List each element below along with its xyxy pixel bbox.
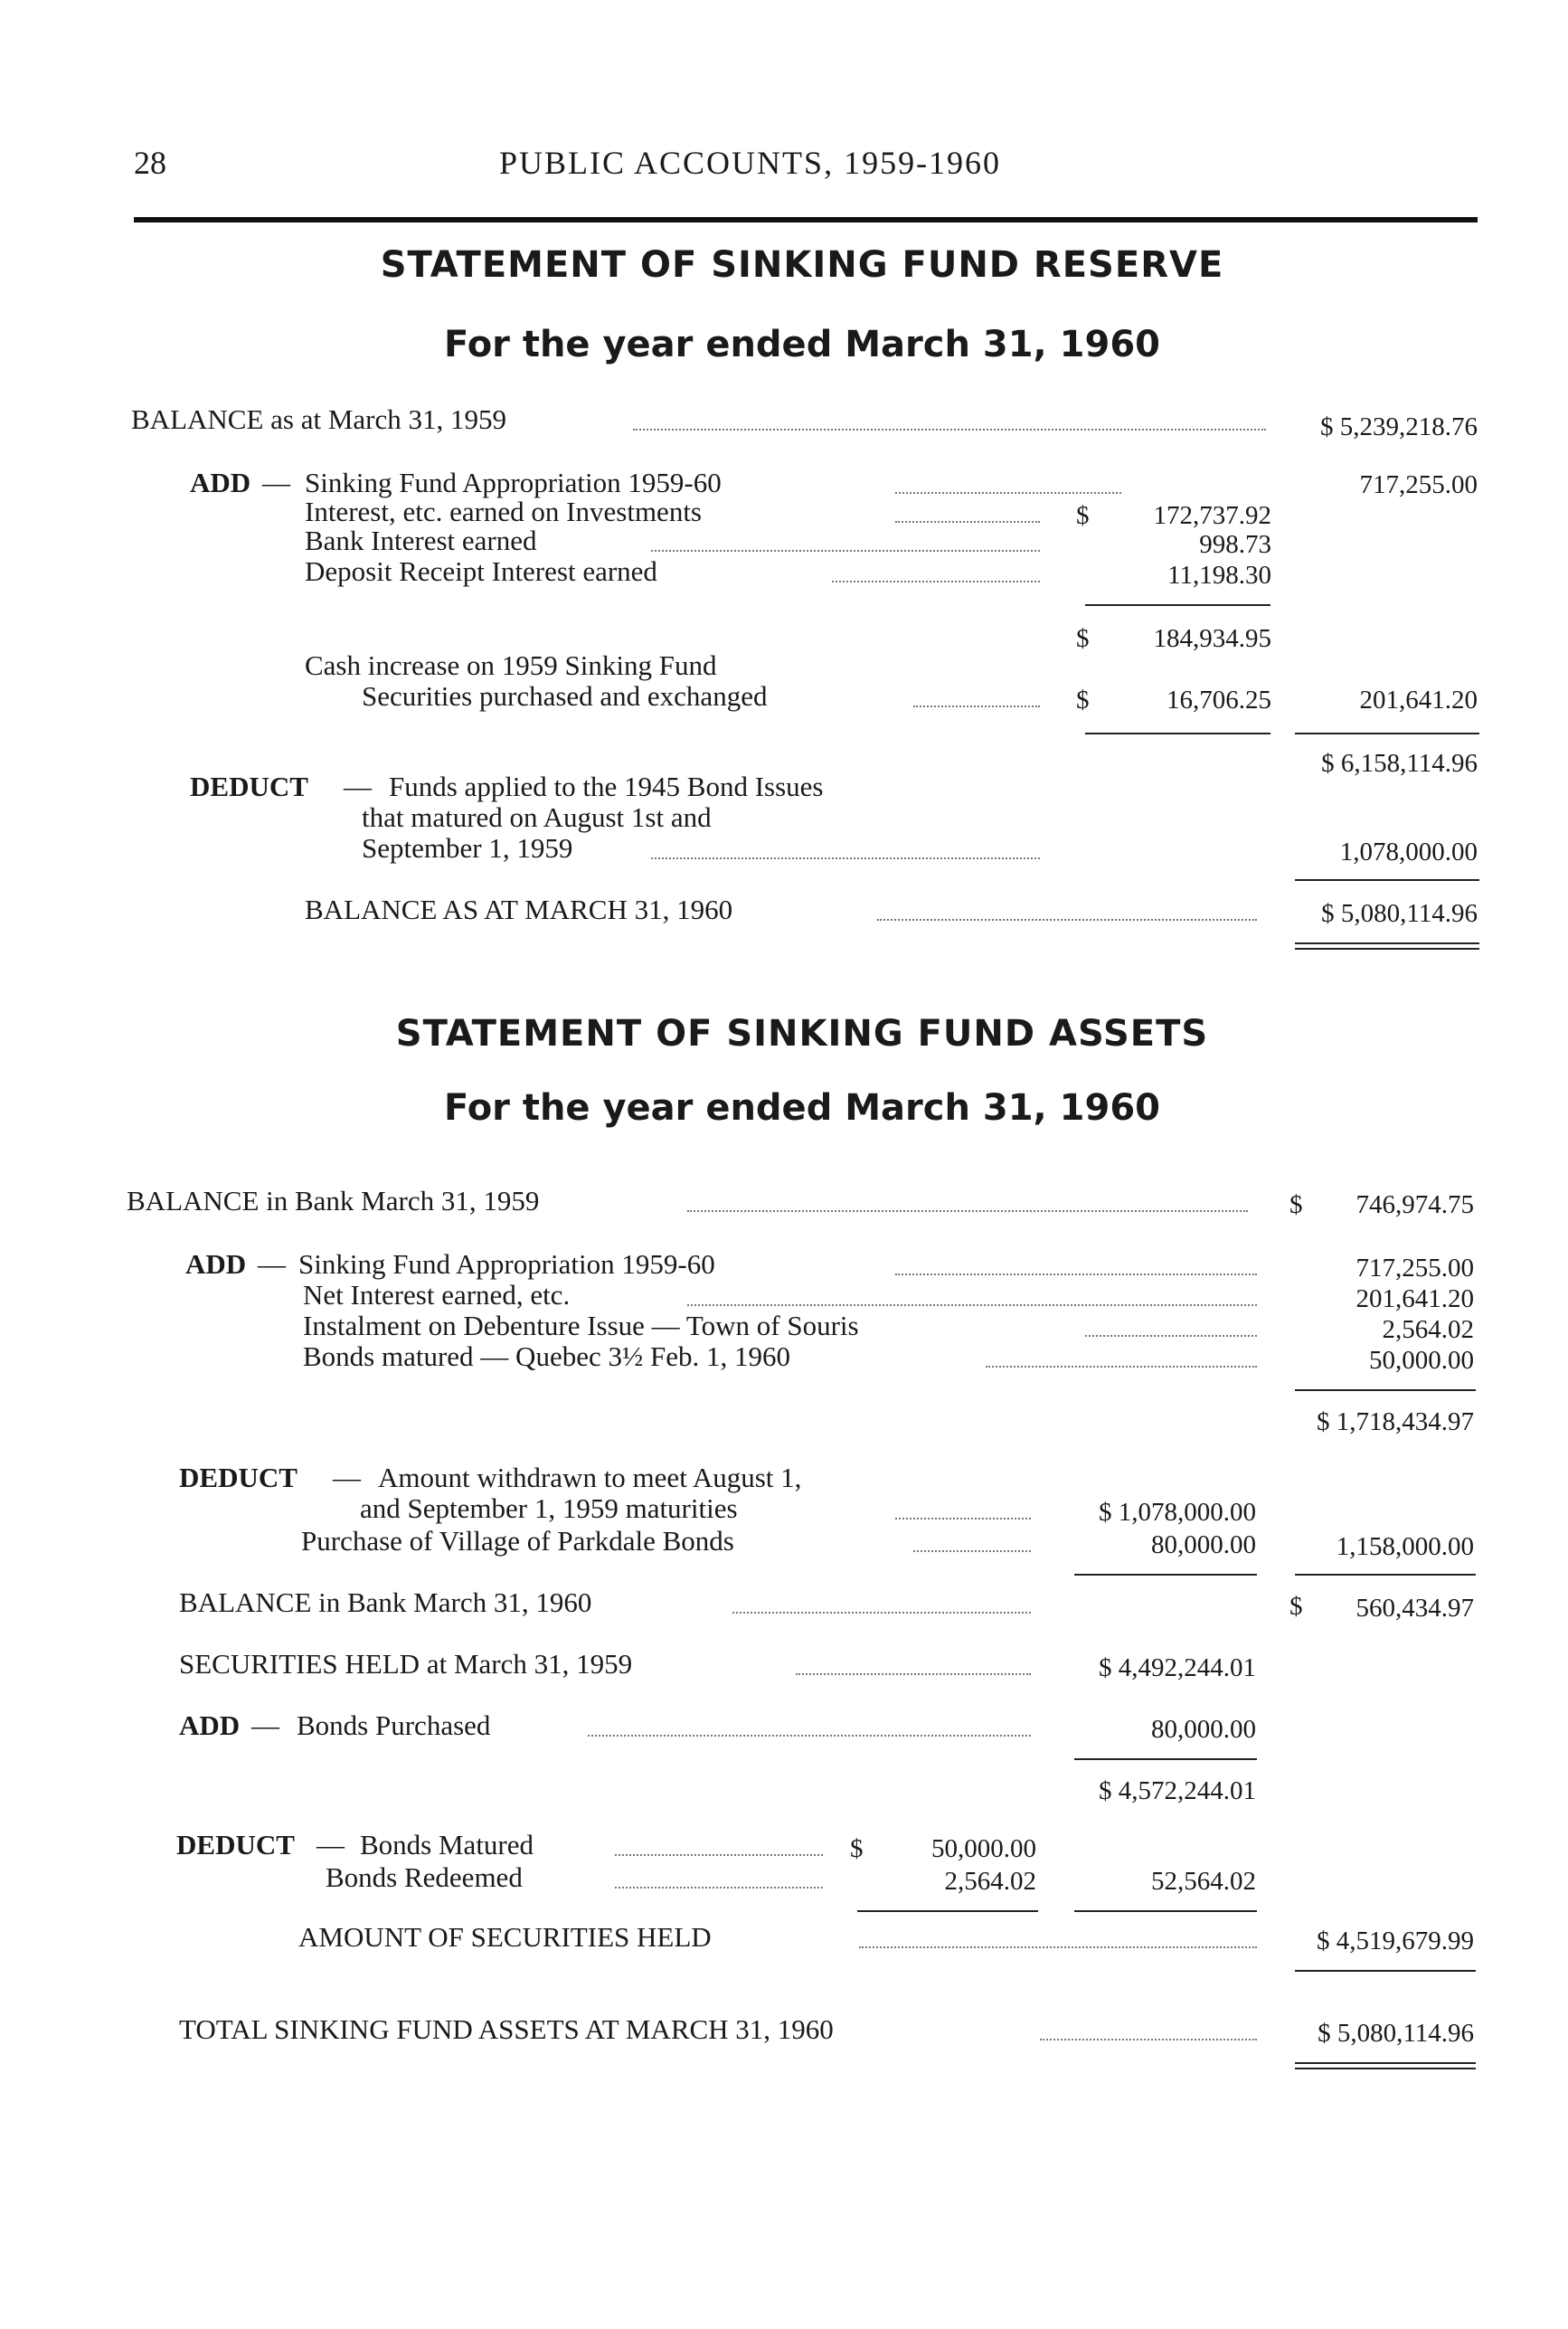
leader [895,492,1121,494]
dollar-sign: $ [1076,501,1090,530]
dash: — [251,1709,279,1741]
dollar-sign: $ [1289,1592,1303,1621]
assets-add-item-value: 717,255.00 [1355,1254,1474,1283]
assets-bank-open-label: BALANCE in Bank March 31, 1959 [127,1185,540,1217]
leader [633,429,1266,431]
leader [895,521,1040,523]
assets-bank-close-label: BALANCE in Bank March 31, 1960 [179,1586,592,1618]
leader [732,1612,1031,1614]
assets-title: STATEMENT OF SINKING FUND ASSETS [395,1013,1209,1055]
reserve-deduct-text: Funds applied to the 1945 Bond Issues [389,771,824,802]
total-rule [1295,1389,1476,1391]
reserve-title: STATEMENT OF SINKING FUND RESERVE [380,244,1224,286]
reserve-add-item-label: Deposit Receipt Interest earned [305,555,657,587]
assets-total-value: $ 5,080,114.96 [1318,2019,1474,2048]
assets-add-item-label: Net Interest earned, etc. [303,1279,571,1311]
assets-securities-held-value: $ 4,519,679.99 [1317,1927,1474,1955]
reserve-subtitle: For the year ended March 31, 1960 [443,324,1160,365]
leader [651,550,1040,552]
dollar-sign: $ [1076,624,1090,653]
assets-add-label: ADD [185,1248,247,1280]
leader [913,705,1040,707]
assets-add-total: $ 1,718,434.97 [1317,1407,1474,1436]
reserve-add-total: 201,641.20 [1359,686,1478,715]
subtotal-rule [1074,1758,1257,1760]
assets-deduct-text: Amount withdrawn to meet August 1, [378,1462,802,1493]
assets-deduct-line3-value: 80,000.00 [1151,1530,1256,1559]
leader [687,1210,1248,1212]
assets-add-item-label: Instalment on Debenture Issue — Town of Souris [303,1310,859,1341]
assets-securities-subtotal: $ 4,572,244.01 [1099,1776,1256,1805]
leader [687,1304,1257,1306]
assets-securities-value: $ 4,492,244.01 [1099,1653,1256,1682]
total-rule [1295,1970,1476,1972]
double-rule [1295,2068,1476,2069]
reserve-add-item-value: 172,737.92 [1153,501,1271,530]
leader [588,1735,1031,1737]
double-rule [1295,948,1479,950]
reserve-deduct-text: September 1, 1959 [362,832,573,864]
reserve-add-item-value: 717,255.00 [1359,470,1478,499]
leader [651,857,1040,859]
reserve-add-item-label: Bank Interest earned [305,525,537,556]
assets-bonds-redeemed-value: 2,564.02 [944,1867,1036,1896]
total-rule [1295,733,1479,734]
assets-add-item-label: Bonds matured — Quebec 3½ Feb. 1, 1960 [303,1340,790,1372]
reserve-deduct-value: 1,078,000.00 [1339,838,1478,866]
dash: — [333,1462,361,1493]
assets-bonds-deduct-label: DEDUCT [176,1829,295,1860]
reserve-cash-increase-label: Securities purchased and exchanged [362,680,768,712]
reserve-add-item-value: 998.73 [1199,530,1271,559]
reserve-cash-increase-value: 16,706.25 [1167,686,1271,715]
reserve-add-item-label: Interest, etc. earned on Investments [305,496,702,527]
reserve-interest-subtotal: 184,934.95 [1153,624,1271,653]
reserve-deduct-text: that matured on August 1st and [362,801,712,833]
dollar-sign: $ [1289,1190,1303,1219]
assets-deduct-label: DEDUCT [179,1462,298,1493]
reserve-balance-open-label: BALANCE as at March 31, 1959 [131,403,506,435]
leader [832,581,1040,582]
assets-subtitle: For the year ended March 31, 1960 [443,1087,1160,1129]
leader [615,1854,823,1856]
reserve-balance-close-label: BALANCE AS AT MARCH 31, 1960 [305,894,733,925]
reserve-balance-open-value: $ 5,239,218.76 [1320,412,1478,441]
assets-deduct-line2-value: $ 1,078,000.00 [1099,1498,1256,1527]
reserve-deduct-label: DEDUCT [190,771,308,802]
total-rule [1295,1574,1476,1576]
subtotal-rule [1074,1910,1257,1912]
assets-bonds-deduct-total: 52,564.02 [1151,1867,1256,1896]
leader [1085,1335,1257,1337]
assets-add-item-label: Sinking Fund Appropriation 1959-60 [298,1248,715,1280]
assets-total-label: TOTAL SINKING FUND ASSETS AT MARCH 31, 1960 [179,2013,834,2045]
leader [895,1273,1257,1275]
assets-bonds-purchased-label: Bonds Purchased [297,1709,491,1741]
leader [877,919,1257,921]
assets-bonds-matured-label: Bonds Matured [360,1829,534,1860]
subtotal-rule [857,1910,1038,1912]
reserve-gross-total: $ 6,158,114.96 [1321,749,1478,778]
dash: — [262,467,290,498]
running-title: PUBLIC ACCOUNTS, 1959-1960 [499,145,1002,181]
assets-securities-label: SECURITIES HELD at March 31, 1959 [179,1648,633,1680]
dash: — [344,771,372,802]
double-rule [1295,2062,1476,2064]
page-number: 28 [134,145,166,181]
assets-bank-close-value: 560,434.97 [1355,1594,1474,1623]
leader [615,1887,823,1889]
dollar-sign: $ [1076,686,1090,715]
assets-deduct-text: and September 1, 1959 maturities [360,1492,738,1524]
reserve-add-item-label: Sinking Fund Appropriation 1959-60 [305,467,722,498]
assets-deduct-text: Purchase of Village of Parkdale Bonds [301,1525,734,1557]
assets-add-item-value: 2,564.02 [1382,1315,1474,1344]
leader [1040,2039,1257,2040]
assets-securities-held-label: AMOUNT OF SECURITIES HELD [298,1921,712,1953]
assets-add-item-value: 201,641.20 [1355,1284,1474,1313]
assets-bonds-add-label: ADD [179,1709,241,1741]
dash: — [316,1829,345,1860]
double-rule [1295,942,1479,944]
leader [859,1946,1257,1948]
subtotal-rule [1074,1574,1257,1576]
subtotal-rule [1085,733,1270,734]
reserve-add-item-value: 11,198.30 [1167,561,1271,590]
assets-deduct-total: 1,158,000.00 [1336,1532,1474,1561]
leader [913,1550,1031,1552]
total-rule [1295,879,1479,881]
dollar-sign: $ [850,1834,864,1863]
header-rule [134,217,1478,222]
assets-bonds-matured-value: 50,000.00 [931,1834,1036,1863]
assets-add-item-value: 50,000.00 [1369,1346,1474,1375]
subtotal-rule [1085,604,1270,606]
leader [895,1518,1031,1520]
reserve-balance-close-value: $ 5,080,114.96 [1321,899,1478,928]
assets-bonds-purchased-value: 80,000.00 [1151,1715,1256,1744]
assets-bank-open-value: 746,974.75 [1355,1190,1474,1219]
leader [796,1673,1031,1675]
reserve-add-label: ADD [190,467,251,498]
assets-bonds-redeemed-label: Bonds Redeemed [326,1861,523,1893]
dash: — [258,1248,286,1280]
leader [986,1366,1257,1368]
reserve-cash-increase-label: Cash increase on 1959 Sinking Fund [305,649,717,681]
